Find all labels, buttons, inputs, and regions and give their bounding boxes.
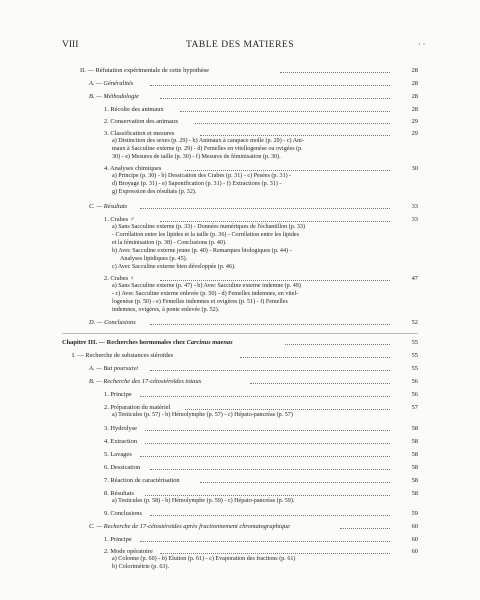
description-line: - Corrélation entre les lipides et la taille (p. 36) - Corrélation entre les lipides (112, 232, 299, 238)
toc-entry: 1. Principe 60 (104, 536, 418, 543)
page-header (0, 40, 480, 54)
toc-entry: 6. Dessication 58 (104, 464, 418, 471)
toc-entry: B. — Recherche des 17-cétostéroïdes totaux 56 (89, 378, 418, 385)
toc-entry: 1. Crabes ♂ 33 (104, 216, 418, 223)
description-line: d) Broyage (p. 31) - e) Saponification (p. 31) - f) Extractions (p. 31) - (112, 181, 282, 187)
toc-entry: 2. Crabes ♀ 47 (104, 275, 418, 282)
toc-entry: 8. Résultats 58 (104, 490, 418, 497)
description-line: Analyses lipidiques (p. 45). (120, 256, 188, 262)
page-title: TABLE DES MATIERES (186, 40, 294, 50)
description-line: b) Avec Sacculine externe jeune (p. 40) - Remarques biologiques (p. 44) - (112, 248, 292, 254)
description-line: 30) - e) Mesures de taille (p. 30) - f) Mesures de féminisation (p. 30). (112, 154, 281, 160)
description-line: et la féminisation (p. 38) - Conclusions (p. 40). (112, 240, 227, 246)
toc-entry: 5. Lavages 58 (104, 451, 418, 458)
toc-entry: A. — But poursuivi 55 (89, 365, 418, 372)
toc-entry: 3. Hydrolyse 58 (104, 425, 418, 432)
toc-entry: 4. Extraction 58 (104, 438, 418, 445)
toc-entry: B. — Méthodologie 28 (89, 93, 418, 100)
toc-entry: 4. Analyses chimiques 30 (104, 165, 418, 172)
description-line: a) Sans Sacculine externe (p. 33) - Données numériques de l'échantillon (p. 33) (112, 224, 305, 230)
description-line: a) Sans Sacculine externe (p. 47) - b) Avec Sacculine externe indemne (p. 49) (112, 283, 301, 289)
page-number: VIII (62, 40, 79, 50)
toc-entry: D. — Conclusions 52 (89, 319, 418, 326)
description-line: indemnes, ovigères, à ponte enlevée (p. 52). (112, 307, 220, 313)
chapter-heading: Chapitre III. — Recherches hormonales chez Carcinus maenas 55 (62, 339, 418, 346)
description-line: logenèse (p. 50) - e) Femelles indemnes et ovigères (p. 51) - f) Femelles (112, 299, 288, 305)
description-line: a) Testicules (p. 57) - b) Hémolymphe (p. 57) - c) Hépato-pancréas (p. 57) (112, 412, 293, 418)
toc-entry: I. — Recherche de substances stéroïdes 55 (72, 352, 418, 359)
toc-entry: 3. Classification et mesures 29 (104, 130, 418, 137)
toc-entry: 1. Principe 56 (104, 391, 418, 398)
description-line: a) Colonne (p. 60) - b) Elution (p. 61) - c) Evaporation des fractions (p. 61) (112, 556, 296, 562)
toc-entry: 2. Mode opératoire 60 (104, 548, 418, 555)
toc-entry: A. — Généralités 28 (89, 80, 418, 87)
toc-entry: 1. Récolte des animaux 28 (104, 106, 418, 113)
toc-entry: II. — Réfutation expérimentale de cette hypothèse 28 (80, 67, 418, 74)
description-line: g) Expression des résultats (p. 32). (112, 189, 197, 195)
toc-entry: 2. Préparation du matériel 57 (104, 404, 418, 411)
toc-entry: 9. Conclusions 59 (104, 510, 418, 517)
toc-entry: C. — Recherche de 17-cétostéroïdes après fractionnement chromatographique 60 (89, 523, 418, 530)
header-marks: · · (418, 40, 426, 49)
toc-entry: 2. Conservation des animaux 29 (104, 118, 418, 125)
description-line: c) Avec Sacculine externe bien développée (p. 46). (112, 264, 236, 270)
description-line: a) Distinction des sexes (p. 29) - b) Animaux à carapace molle (p. 29) - c) Ani- (112, 138, 304, 144)
toc-entry: C. — Résultats 33 (89, 203, 418, 210)
description-line: - c) Avec Sacculine externe enlevée (p. 50) - d) Femelles indemnes, en vitel- (112, 291, 299, 297)
description-line: b) Colorimétrie (p. 63). (112, 564, 170, 570)
description-line: maux à Sacculine externe (p. 29) - d) Femelles en vitellogenèse ou ovigées (p. (112, 146, 303, 152)
divider (62, 333, 418, 334)
description-line: a) Principe (p. 30) - b) Dessication des Crabes (p. 31) - c) Pesées (p. 31) - (112, 173, 292, 179)
description-line: a) Testicules (p. 58) - b) Hémolymphe (p. 59) - c) Hépato-pancréas (p. 59). (112, 498, 295, 504)
toc-entry: 7. Réaction de caractérisation 58 (104, 477, 418, 484)
